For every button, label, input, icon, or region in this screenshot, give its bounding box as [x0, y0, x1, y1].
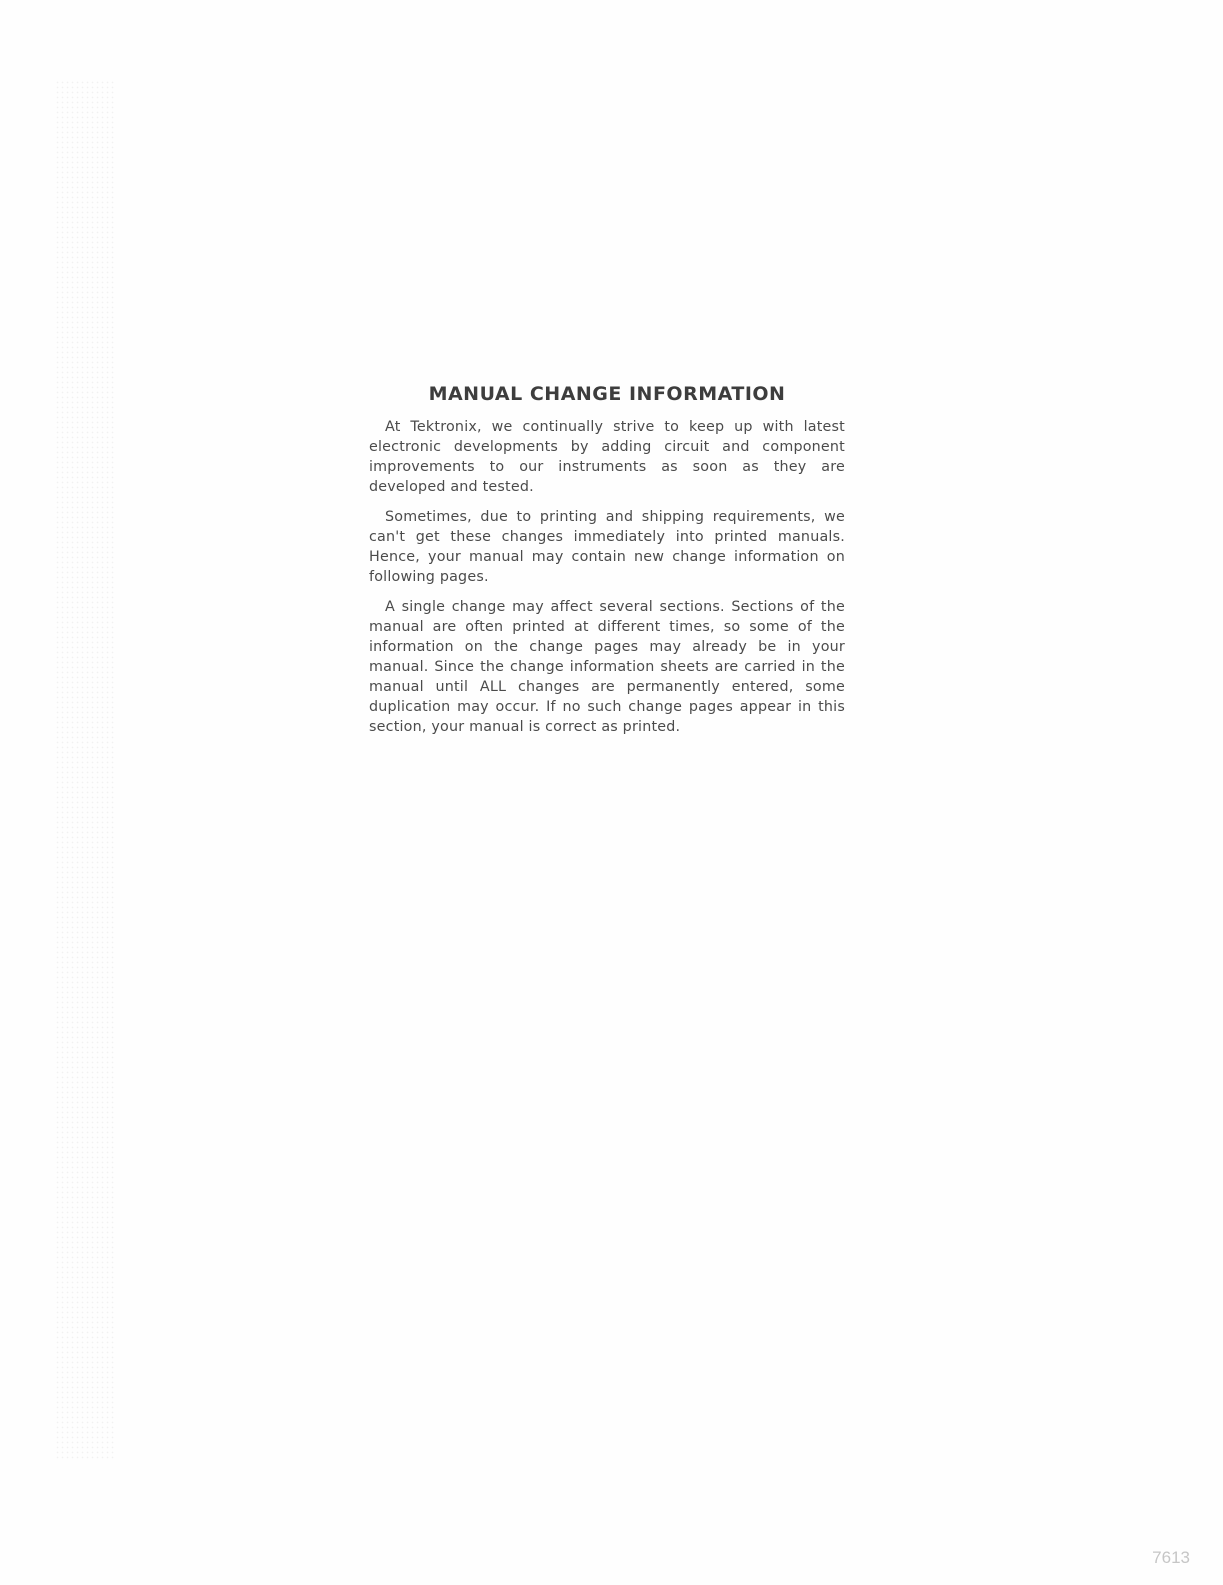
notice-title: MANUAL CHANGE INFORMATION [428, 383, 786, 405]
binding-edge-texture [55, 80, 115, 1460]
manual-change-notice [369, 383, 845, 747]
page-number: 7613 [1152, 1548, 1190, 1567]
paragraph-intro: At Tektronix, we continually strive to keep up with latest electronic developments by adding circuit and component improvements to our instruments as soon as they are developed and tested. [369, 419, 845, 495]
paragraph-duplication: A single change may affect several sections. Sections of the manual are often printed at different times, so some of the information on the change pages may already be in your manual. Since the change information sheets are carried in the manual until ALL changes are permanently entered, some duplication may occur. If no such change pages appear in this section, your manual is correct as printed. [369, 599, 845, 735]
paragraph-printing-delay: Sometimes, due to printing and shipping requirements, we can't get these changes immediately into printed manuals. Hence, your manual may contain new change information on following pages. [369, 509, 845, 585]
